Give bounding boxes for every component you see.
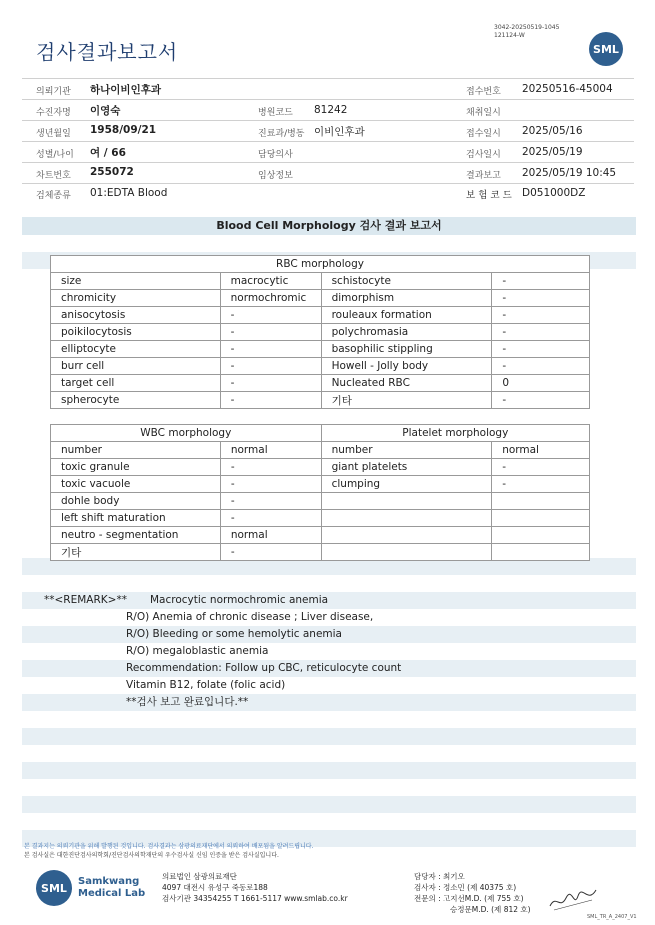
- document-id-line1: 3042-20250519-1045: [494, 24, 560, 31]
- item-name-cell: dimorphism: [321, 290, 492, 307]
- item-name-cell: toxic vacuole: [51, 476, 221, 493]
- item-value-cell: -: [220, 510, 321, 527]
- brand-line2: Medical Lab: [78, 888, 146, 899]
- item-value-cell: -: [220, 392, 321, 409]
- table-row: [51, 341, 590, 358]
- doctor-label: 담당의사: [258, 150, 293, 160]
- report-date-label: 결과보고: [466, 171, 501, 181]
- specimen-value: 01:EDTA Blood: [90, 187, 168, 199]
- item-value-cell: [492, 544, 590, 561]
- table-row: [51, 273, 590, 290]
- dept-label: 진료과/병동: [258, 129, 305, 139]
- footer-note-1: 본 결과지는 의뢰기관을 위해 발행된 것입니다. 검사결과는 삼광의료재단에서 의뢰하여 배포됨을 알려드립니다.: [24, 843, 314, 850]
- remark-line: R/O) Anemia of chronic disease ; Liver disease,: [126, 611, 374, 623]
- wbc-platelet-morphology-table: [50, 424, 590, 561]
- sml-logo-icon: SML: [36, 870, 72, 906]
- stripe-band: [22, 694, 636, 711]
- item-name-cell: number: [51, 442, 221, 459]
- table-row: [51, 527, 590, 544]
- stripe-band: [22, 762, 636, 779]
- sex-age-label: 성별/나이: [36, 150, 74, 160]
- item-name-cell: [321, 544, 492, 561]
- item-name-cell: [321, 510, 492, 527]
- item-name-cell: 기타: [51, 544, 221, 561]
- ward-code-label: 병원코드: [258, 108, 293, 118]
- request-org-label: 의뢰기관: [36, 87, 71, 97]
- insurance-code-value: D051000DZ: [522, 187, 586, 199]
- table-row: [51, 290, 590, 307]
- item-name-cell: chromicity: [51, 290, 221, 307]
- item-value-cell: -: [492, 358, 590, 375]
- signature-icon: [548, 884, 598, 914]
- item-name-cell: Nucleated RBC: [321, 375, 492, 392]
- item-value-cell: normal: [220, 527, 321, 544]
- table-row: [51, 459, 590, 476]
- item-name-cell: basophilic stippling: [321, 341, 492, 358]
- item-value-cell: -: [492, 392, 590, 409]
- remark-line: Recommendation: Follow up CBC, reticulocyte count: [126, 662, 402, 674]
- table-row: [51, 493, 590, 510]
- divider: [22, 78, 634, 79]
- item-name-cell: toxic granule: [51, 459, 221, 476]
- remark-line: Macrocytic normochromic anemia: [150, 594, 329, 606]
- sex-age-value: 여 / 66: [90, 147, 126, 159]
- divider: [22, 120, 634, 121]
- receipt-date-value: 2025/05/16: [522, 125, 583, 137]
- test-date-label: 검사일시: [466, 150, 501, 160]
- item-value-cell: -: [220, 476, 321, 493]
- table-row: [51, 307, 590, 324]
- remark-line: Vitamin B12, folate (folic acid): [126, 679, 286, 691]
- item-name-cell: size: [51, 273, 221, 290]
- item-value-cell: -: [492, 459, 590, 476]
- item-value-cell: -: [220, 341, 321, 358]
- item-name-cell: giant platelets: [321, 459, 492, 476]
- ward-code-value: 81242: [314, 104, 348, 116]
- item-name-cell: anisocytosis: [51, 307, 221, 324]
- remark-line: R/O) Bleeding or some hemolytic anemia: [126, 628, 342, 640]
- receipt-no-label: 접수번호: [466, 87, 501, 97]
- page-title: 검사결과보고서: [36, 40, 179, 64]
- divider: [22, 162, 634, 163]
- table-row: [51, 358, 590, 375]
- item-name-cell: target cell: [51, 375, 221, 392]
- item-name-cell: left shift maturation: [51, 510, 221, 527]
- item-value-cell: -: [492, 341, 590, 358]
- sml-logo-icon: SML: [589, 32, 623, 66]
- test-date-value: 2025/05/19: [522, 146, 583, 158]
- item-value-cell: -: [492, 307, 590, 324]
- item-value-cell: -: [220, 358, 321, 375]
- item-value-cell: -: [220, 493, 321, 510]
- receipt-no-value: 20250516-45004: [522, 83, 613, 95]
- item-value-cell: -: [220, 307, 321, 324]
- org-info: [162, 871, 348, 904]
- patient-name-value: 이영숙: [90, 105, 121, 117]
- org-line2: 4097 대전시 유성구 죽동로188: [162, 883, 268, 892]
- footer-note-2: 본 검사실은 대한진단검사의학회/진단검사의학재단의 우수검사실 신임 인증을 받은 검사실입니다.: [24, 852, 279, 859]
- item-value-cell: -: [220, 324, 321, 341]
- brand-name: [78, 876, 145, 900]
- wbc-table-heading: WBC morphology: [51, 425, 322, 442]
- receipt-date-label: 접수일시: [466, 129, 501, 139]
- item-name-cell: neutro - segmentation: [51, 527, 221, 544]
- item-name-cell: clumping: [321, 476, 492, 493]
- platelet-table-heading: Platelet morphology: [321, 425, 589, 442]
- remark-label: **<REMARK>**: [44, 594, 127, 606]
- report-date-value: 2025/05/19 10:45: [522, 167, 617, 179]
- item-name-cell: 기타: [321, 392, 492, 409]
- item-value-cell: -: [220, 459, 321, 476]
- table-row: [51, 476, 590, 493]
- table-row: [51, 324, 590, 341]
- item-name-cell: polychromasia: [321, 324, 492, 341]
- staff-line2: 검사자 : 정소민 (제 40375 호): [414, 883, 517, 892]
- item-name-cell: burr cell: [51, 358, 221, 375]
- table-row: [51, 375, 590, 392]
- item-value-cell: [492, 510, 590, 527]
- divider: [22, 141, 634, 142]
- item-value-cell: -: [492, 290, 590, 307]
- remark-line: **검사 보고 완료입니다.**: [126, 696, 249, 708]
- chart-no-value: 255072: [90, 166, 134, 178]
- remark-line: R/O) megaloblastic anemia: [126, 645, 269, 657]
- item-value-cell: -: [492, 273, 590, 290]
- table-row: [51, 544, 590, 561]
- specimen-label: 검체종류: [36, 191, 71, 201]
- stripe-band: [22, 796, 636, 813]
- item-value-cell: normal: [492, 442, 590, 459]
- patient-name-label: 수진자명: [36, 108, 71, 118]
- birth-label: 생년월일: [36, 129, 71, 139]
- item-value-cell: [492, 493, 590, 510]
- item-value-cell: -: [492, 324, 590, 341]
- rbc-table-heading: RBC morphology: [51, 256, 590, 273]
- item-value-cell: macrocytic: [220, 273, 321, 290]
- item-value-cell: normochromic: [220, 290, 321, 307]
- item-value-cell: normal: [220, 442, 321, 459]
- table-row: [51, 392, 590, 409]
- item-name-cell: number: [321, 442, 492, 459]
- document-id-line2: 121124-W: [494, 32, 525, 39]
- item-name-cell: [321, 493, 492, 510]
- staff-line1: 담당자 : 최기오: [414, 872, 465, 881]
- item-value-cell: 0: [492, 375, 590, 392]
- divider: [22, 99, 634, 100]
- rbc-morphology-table: [50, 255, 590, 409]
- table-row: [51, 442, 590, 459]
- item-name-cell: Howell - Jolly body: [321, 358, 492, 375]
- collect-date-label: 채취일시: [466, 108, 501, 118]
- dept-value: 이비인후과: [314, 126, 365, 138]
- item-name-cell: elliptocyte: [51, 341, 221, 358]
- clinical-label: 임상정보: [258, 171, 293, 181]
- item-value-cell: -: [220, 544, 321, 561]
- item-name-cell: rouleaux formation: [321, 307, 492, 324]
- item-value-cell: -: [220, 375, 321, 392]
- item-name-cell: schistocyte: [321, 273, 492, 290]
- brand-line1: Samkwang: [78, 876, 140, 887]
- document-id: [494, 24, 559, 40]
- staff-line4: 승정문M.D. (제 812 호): [450, 905, 531, 914]
- insurance-label: 보 험 코 드: [466, 190, 512, 201]
- org-line1: 의료법인 삼광의료재단: [162, 872, 237, 881]
- table-row: [51, 510, 590, 527]
- birth-value: 1958/09/21: [90, 124, 157, 136]
- staff-line3: 전문의 : 고지선M.D. (제 755 호): [414, 894, 524, 903]
- item-value-cell: [492, 527, 590, 544]
- report-title: Blood Cell Morphology 검사 결과 보고서: [216, 219, 442, 232]
- form-code: SML_TR_A_2407_V1: [587, 914, 637, 920]
- request-org-value: 하나이비인후과: [90, 84, 162, 96]
- item-value-cell: -: [492, 476, 590, 493]
- divider: [22, 183, 634, 184]
- item-name-cell: spherocyte: [51, 392, 221, 409]
- chart-no-label: 차트번호: [36, 171, 71, 181]
- staff-info: [414, 871, 531, 915]
- item-name-cell: dohle body: [51, 493, 221, 510]
- stripe-band: [22, 728, 636, 745]
- item-name-cell: poikilocytosis: [51, 324, 221, 341]
- org-line3: 검사기관 34354255 T 1661-5117 www.smlab.co.kr: [162, 894, 348, 903]
- item-name-cell: [321, 527, 492, 544]
